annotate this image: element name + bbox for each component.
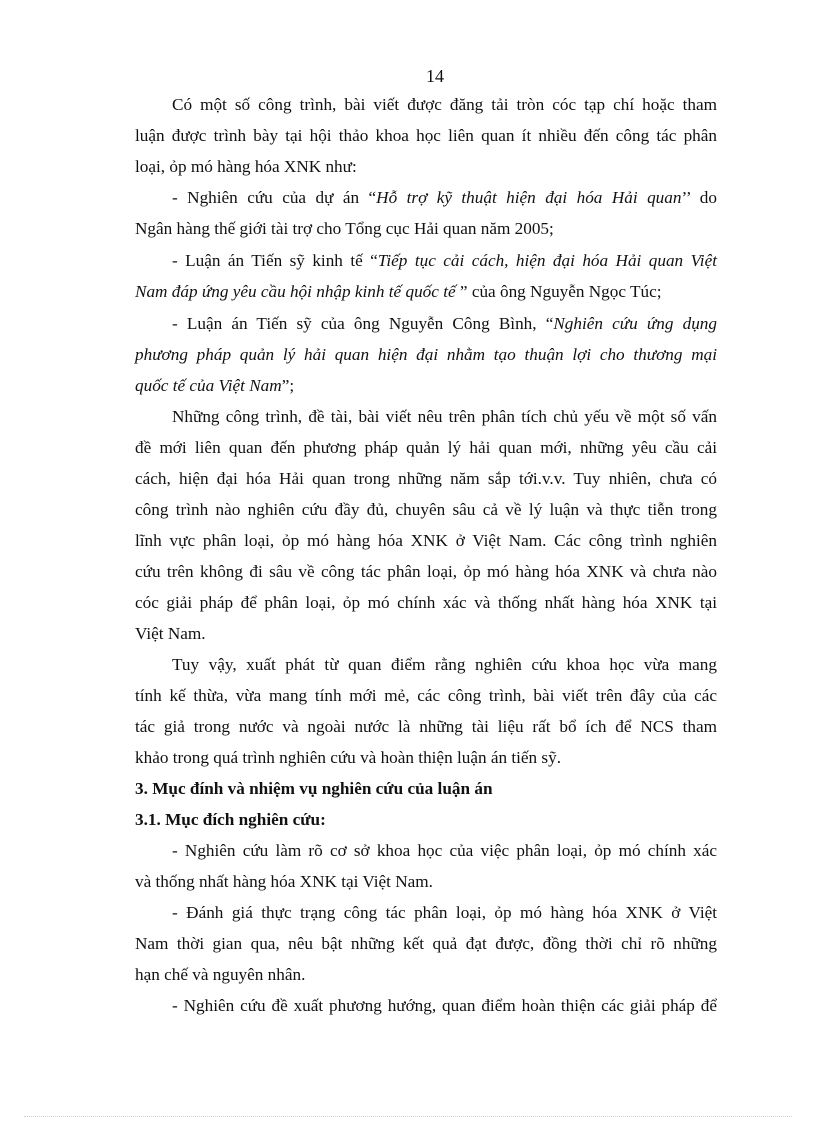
paragraph-line: - Nghiên cứu làm rõ cơ sở khoa học của việc phân loại, ỏp mó chính xác	[172, 841, 717, 860]
paragraph-line	[172, 313, 717, 335]
paragraph-line: Những công trình, đề tài, bài viết nêu trên phân tích chủ yếu về một số vấn	[172, 407, 717, 426]
paragraph-line: đề mới liên quan đến phương pháp quản lý hải quan mới, những yêu cầu cải	[135, 438, 717, 457]
paragraph-line: Việt Nam.	[135, 624, 206, 643]
page-number: 14	[426, 66, 444, 86]
paragraph-line: Có một số công trình, bài viết được đăng tải tròn cóc tạp chí hoặc tham	[172, 95, 717, 114]
paragraph-line	[135, 375, 717, 397]
paragraph-line: Nam thời gian qua, nêu bật những kết quả đạt được, đồng thời chỉ rõ những	[135, 934, 717, 953]
italic-title: quốc tế của Việt Nam	[135, 376, 282, 395]
italic-title: Nghiên cứu ứng dụng	[553, 314, 717, 333]
paragraph-line	[172, 187, 717, 209]
paragraph-line: tính kế thừa, vừa mang tính mới mẻ, các công trình, bài viết trên đây của các	[135, 686, 717, 705]
paragraph-line: hạn chế và nguyên nhân.	[135, 965, 306, 984]
text-run: ’’ do	[681, 188, 717, 207]
paragraph-line: cứu trên không đi sâu về công tác phân loại, ỏp mó hàng hóa XNK và chưa nào	[135, 562, 717, 581]
paragraph-line: - Đánh giá thực trạng công tác phân loại, ỏp mó hàng hóa XNK ở Việt	[172, 903, 717, 922]
italic-title: phương pháp quản lý hải quan hiện đại nhằm tạo thuận lợi cho thương mại	[135, 345, 717, 364]
paragraph-line: lĩnh vực phân loại, ỏp mó hàng hóa XNK ở Việt Nam. Các công trình nghiên	[135, 531, 717, 550]
paragraph-line: cóc giải pháp để phân loại, ỏp mó chính xác và thống nhất hàng hóa XNK tại	[135, 593, 717, 612]
paragraph-line	[172, 250, 717, 272]
italic-title: Hỗ trợ kỹ thuật hiện đại hóa Hải quan	[376, 188, 682, 207]
paragraph-line: - Nghiên cứu đề xuất phương hướng, quan điểm hoàn thiện các giải pháp để	[172, 996, 717, 1015]
paragraph-line: và thống nhất hàng hóa XNK tại Việt Nam.	[135, 872, 433, 891]
paragraph-line: công trình nào nghiên cứu đầy đủ, chuyên sâu cả về lý luận và thực tiễn trong	[135, 500, 717, 519]
text-run: ” của ông Nguyễn Ngọc Túc;	[455, 282, 662, 301]
paragraph-line: Tuy vậy, xuất phát từ quan điểm rằng nghiên cứu khoa học vừa mang	[172, 655, 717, 674]
section-heading: 3. Mục đính và nhiệm vụ nghiên cứu của luận án	[135, 779, 493, 798]
text-run: ”;	[281, 376, 295, 395]
paragraph-line	[135, 281, 717, 303]
subsection-heading: 3.1. Mục đích nghiên cứu:	[135, 810, 326, 829]
paragraph-line: tác giả trong nước và ngoài nước là những tài liệu rất bổ ích để NCS tham	[135, 717, 717, 736]
paragraph-line: loại, ỏp mó hàng hóa XNK như:	[135, 157, 357, 176]
paragraph-line: luận được trình bày tại hội thảo khoa học liên quan ít nhiều đến công tác phân	[135, 126, 717, 145]
paragraph-line: Ngân hàng thế giới tài trợ cho Tổng cục Hải quan năm 2005;	[135, 219, 554, 238]
italic-title: Tiếp tục cải cách, hiện đại hóa Hải quan Việt	[377, 251, 717, 270]
paragraph-line	[135, 344, 717, 366]
text-run: - Luận án Tiến sỹ kinh tế “	[172, 251, 378, 270]
page-bottom-border	[24, 1116, 792, 1117]
text-run: - Luận án Tiến sỹ của ông Nguyễn Công Bình, “	[172, 314, 554, 333]
paragraph-line: cách, hiện đại hóa Hải quan trong những năm sắp tới.v.v. Tuy nhiên, chưa có	[135, 469, 717, 488]
italic-title: Nam đáp ứng yêu cầu hội nhập kinh tế quốc tế	[135, 282, 456, 301]
text-run: - Nghiên cứu của dự án “	[172, 188, 377, 207]
paragraph-line: khảo trong quá trình nghiên cứu và hoàn thiện luận án tiến sỹ.	[135, 748, 562, 767]
